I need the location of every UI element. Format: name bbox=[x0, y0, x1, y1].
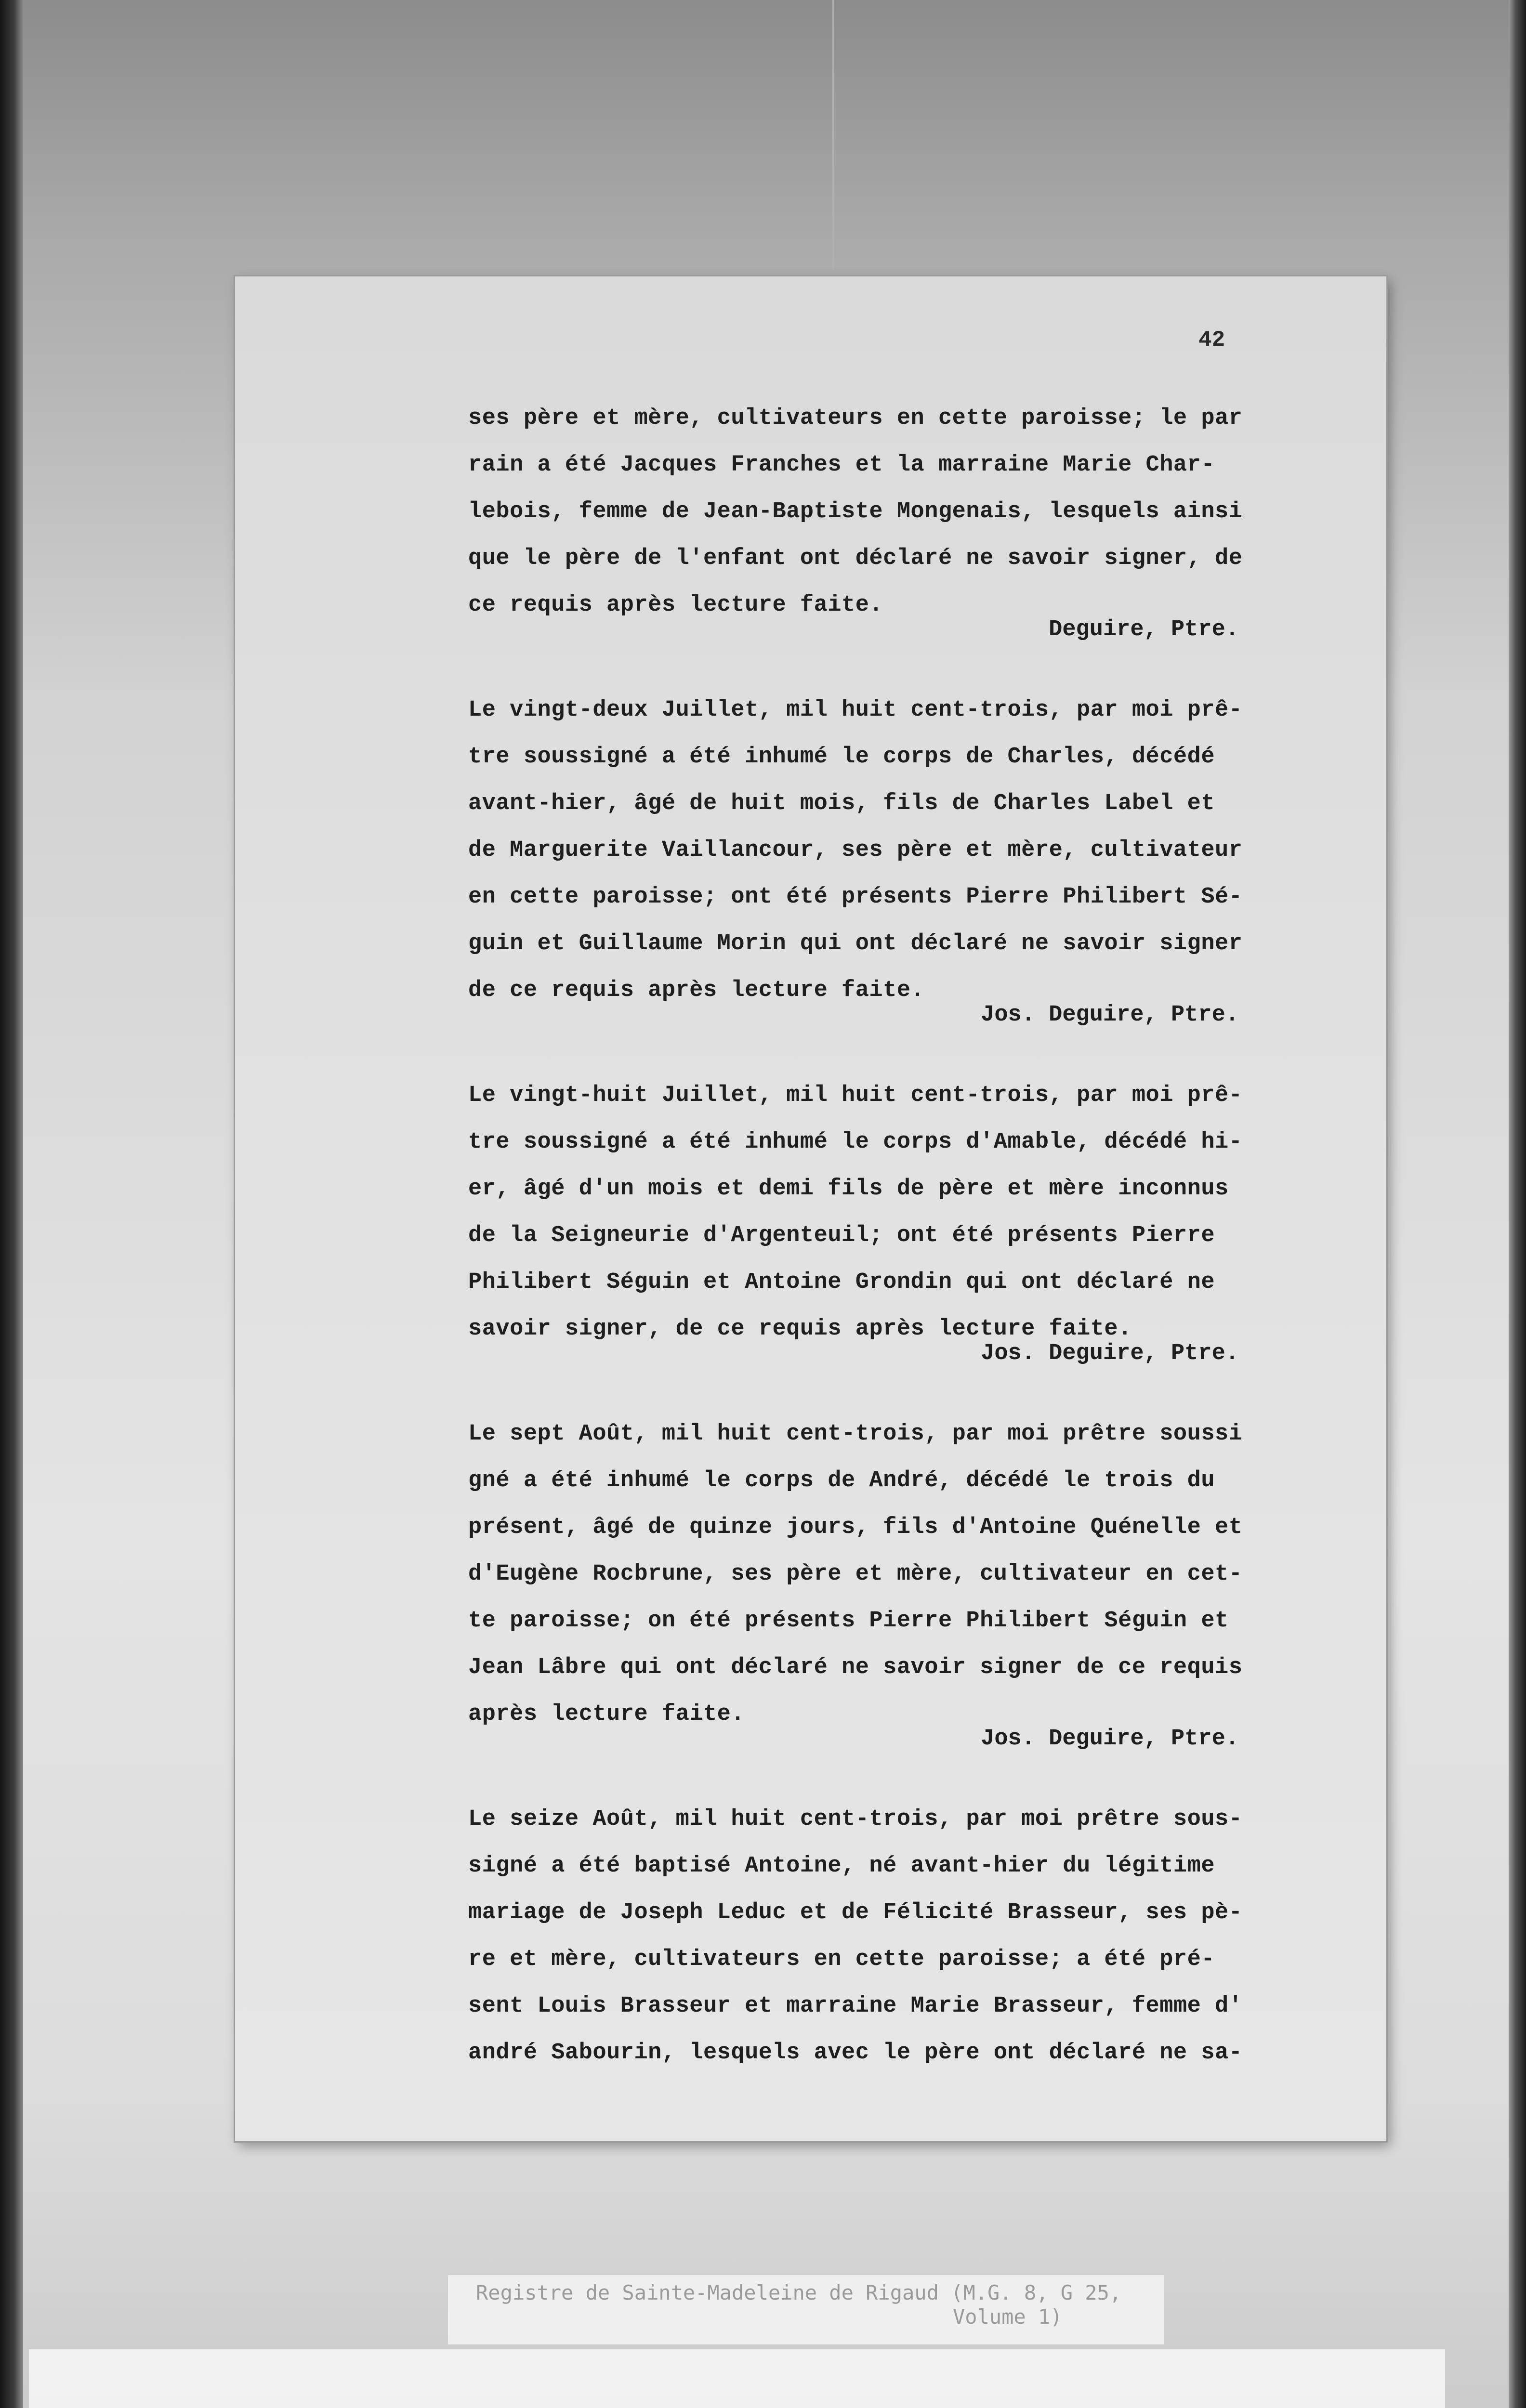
page-number: 42 bbox=[1198, 327, 1225, 353]
entry-line: signé a été baptisé Antoine, né avant-hier du légitime bbox=[468, 1853, 1215, 1879]
entry-line: rain a été Jacques Franches et la marraine Marie Char- bbox=[468, 452, 1215, 478]
entry-line: avant-hier, âgé de huit mois, fils de Charles Label et bbox=[468, 791, 1215, 816]
entry-line: ce requis après lecture faite. bbox=[468, 592, 883, 618]
entry-line: Jean Lâbre qui ont déclaré ne savoir signer de ce requis bbox=[468, 1655, 1243, 1680]
entry-line: sent Louis Brasseur et marraine Marie Brasseur, femme d' bbox=[468, 1993, 1243, 2019]
entry-3 bbox=[468, 1072, 1277, 1377]
entry-line: guin et Guillaume Morin qui ont déclaré ne savoir signer bbox=[468, 931, 1243, 956]
entry-line: gné a été inhumé le corps de André, décédé le trois du bbox=[468, 1468, 1215, 1493]
film-edge-left bbox=[0, 0, 23, 2408]
entry-line: lebois, femme de Jean-Baptiste Mongenais, lesquels ainsi bbox=[468, 499, 1243, 524]
entry-line: Le seize Août, mil huit cent-trois, par moi prêtre sous- bbox=[468, 1806, 1243, 1832]
entry-line: er, âgé d'un mois et demi fils de père et mère inconnus bbox=[468, 1176, 1229, 1202]
entry-2 bbox=[468, 687, 1277, 1038]
stamp-card bbox=[29, 2349, 1445, 2408]
entry-line: Le sept Août, mil huit cent-trois, par moi prêtre soussi bbox=[468, 1421, 1243, 1447]
entry-line: Le vingt-huit Juillet, mil huit cent-trois, par moi prê- bbox=[468, 1083, 1243, 1108]
entry-line: après lecture faite. bbox=[468, 1701, 745, 1727]
entry-line: tre soussigné a été inhumé le corps de Charles, décédé bbox=[468, 744, 1215, 770]
entry-line: mariage de Joseph Leduc et de Félicité Brasseur, ses pè- bbox=[468, 1900, 1243, 1925]
entry-line: re et mère, cultivateurs en cette paroisse; a été pré- bbox=[468, 1947, 1215, 1972]
entry-line: en cette paroisse; ont été présents Pierre Philibert Sé- bbox=[468, 884, 1243, 910]
entry-line: de la Seigneurie d'Argenteuil; ont été présents Pierre bbox=[468, 1223, 1215, 1248]
entry-line: de Marguerite Vaillancour, ses père et mère, cultivateur bbox=[468, 838, 1243, 863]
entry-signature: Jos. Deguire, Ptre. bbox=[981, 1341, 1239, 1366]
archive-label-line1: Registre de Sainte-Madeleine de Rigaud (M.G. 8, G 25, bbox=[476, 2281, 1122, 2304]
entry-line: savoir signer, de ce requis après lecture faite. bbox=[468, 1316, 1132, 1342]
entry-signature: Jos. Deguire, Ptre. bbox=[981, 1002, 1239, 1028]
entry-signature: Deguire, Ptre. bbox=[1049, 617, 1239, 642]
entry-1 bbox=[468, 395, 1277, 653]
register-text bbox=[468, 395, 1277, 2076]
entry-signature: Jos. Deguire, Ptre. bbox=[981, 1726, 1239, 1752]
entry-line: andré Sabourin, lesquels avec le père ont déclaré ne sa- bbox=[468, 2040, 1243, 2066]
film-edge-right bbox=[1509, 0, 1526, 2408]
entry-line: Philibert Séguin et Antoine Grondin qui ont déclaré ne bbox=[468, 1269, 1215, 1295]
entry-5 bbox=[468, 1796, 1277, 2076]
entry-line: de ce requis après lecture faite. bbox=[468, 978, 925, 1003]
entry-line: présent, âgé de quinze jours, fils d'Antoine Quénelle et bbox=[468, 1515, 1243, 1540]
background-crease bbox=[832, 0, 834, 270]
entry-4 bbox=[468, 1411, 1277, 1762]
entry-line: d'Eugène Rocbrune, ses père et mère, cultivateur en cet- bbox=[468, 1561, 1243, 1587]
entry-line: ses père et mère, cultivateurs en cette paroisse; le par bbox=[468, 406, 1243, 431]
archive-label-line2: Volume 1) bbox=[953, 2305, 1063, 2329]
entry-line: que le père de l'enfant ont déclaré ne savoir signer, de bbox=[468, 546, 1243, 571]
entry-line: Le vingt-deux Juillet, mil huit cent-trois, par moi prê- bbox=[468, 697, 1243, 723]
entry-line: te paroisse; on été présents Pierre Philibert Séguin et bbox=[468, 1608, 1229, 1634]
entry-line: tre soussigné a été inhumé le corps d'Amable, décédé hi- bbox=[468, 1129, 1243, 1155]
